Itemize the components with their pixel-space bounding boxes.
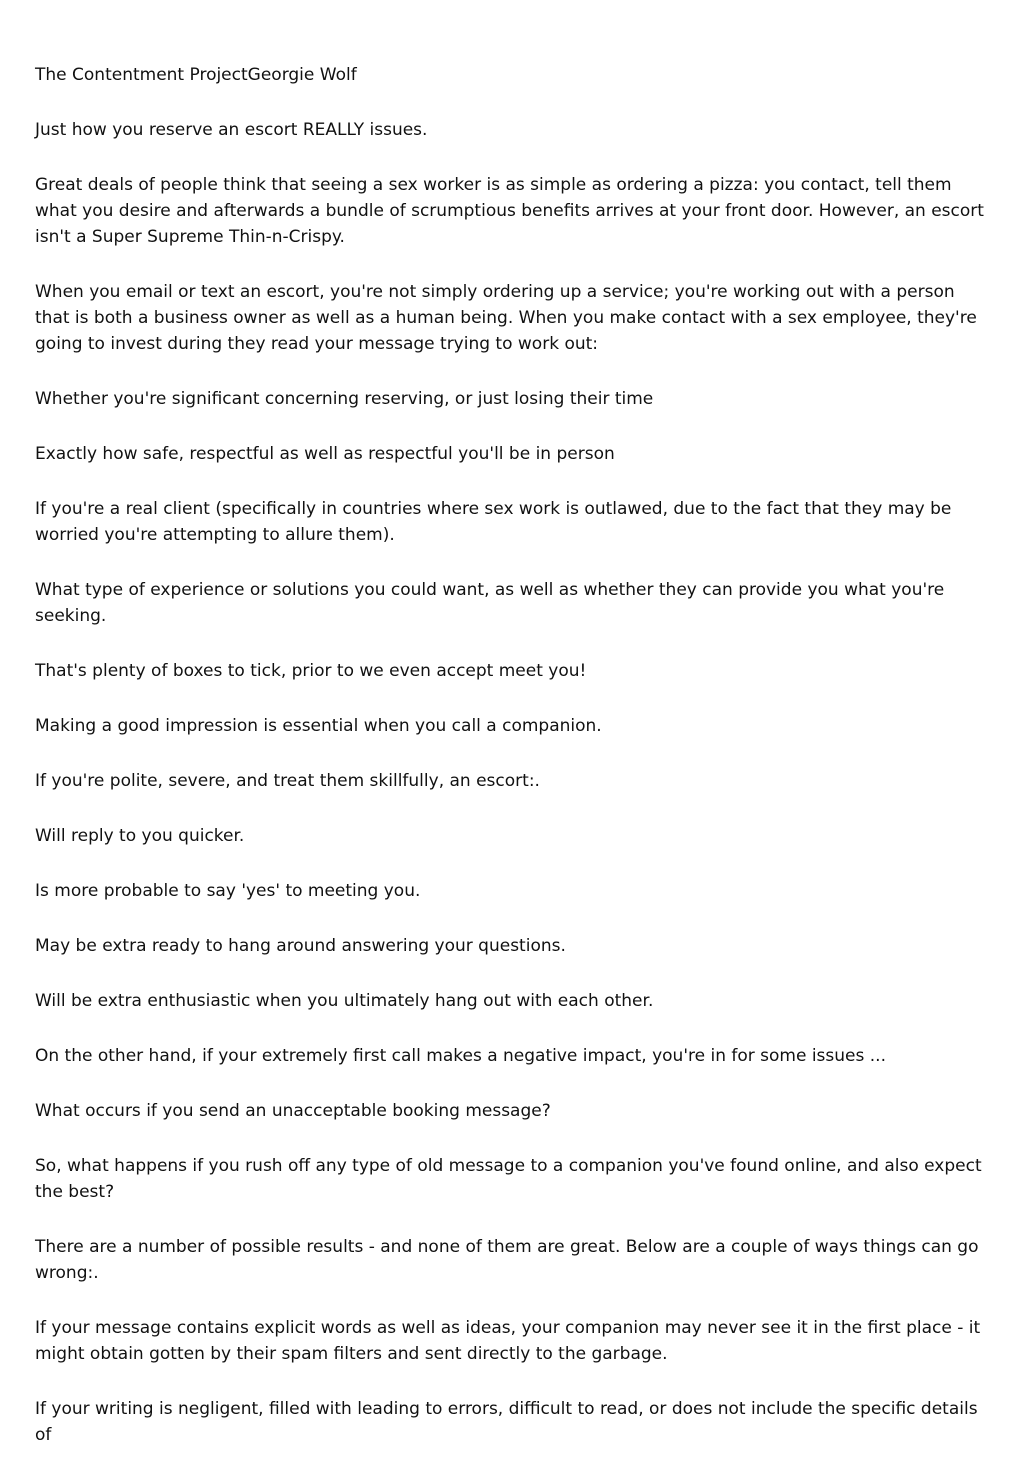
paragraph: That's plenty of boxes to tick, prior to we even accept meet you! <box>35 661 587 681</box>
paragraph: May be extra ready to hang around answering your questions. <box>35 936 566 956</box>
paragraph: If you're a real client (specifically in countries where sex work is outlawed, due to the fact that they may be worried you're attempting to allure them). <box>35 499 952 545</box>
document-page <box>35 62 990 1477</box>
paragraph: What occurs if you send an unacceptable booking message? <box>35 1101 551 1121</box>
paragraph: Exactly how safe, respectful as well as respectful you'll be in person <box>35 444 615 464</box>
paragraph: What type of experience or solutions you could want, as well as whether they can provide you what you're seeking. <box>35 580 945 626</box>
paragraph: Great deals of people think that seeing a sex worker is as simple as ordering a pizza: you contact, tell them what you desire and afterwards a bundle of scrumptious benefits arrives at your front door. However, an escort isn't a Super Supreme Thin-n-Crispy. <box>35 175 984 247</box>
paragraph: Is more probable to say 'yes' to meeting you. <box>35 881 421 901</box>
paragraph: If your writing is negligent, filled with leading to errors, difficult to read, or does not include the specific details of <box>35 1399 978 1445</box>
paragraph: If you're polite, severe, and treat them skillfully, an escort:. <box>35 771 540 791</box>
paragraph: Will be extra enthusiastic when you ultimately hang out with each other. <box>35 991 654 1011</box>
document-title: The Contentment ProjectGeorgie Wolf <box>35 65 357 85</box>
paragraph: Will reply to you quicker. <box>35 826 245 846</box>
paragraph: Making a good impression is essential when you call a companion. <box>35 716 602 736</box>
paragraph: There are a number of possible results - and none of them are great. Below are a couple of ways things can go wrong:. <box>35 1237 979 1283</box>
paragraph: If your message contains explicit words as well as ideas, your companion may never see it in the first place - it might obtain gotten by their spam filters and sent directly to the garbage. <box>35 1318 981 1364</box>
paragraph: When you email or text an escort, you're not simply ordering up a service; you're working out with a person that is both a business owner as well as a human being. When you make contact with a sex employee, they're going to invest during they read your message trying to work out: <box>35 282 977 354</box>
paragraph: On the other hand, if your extremely first call makes a negative impact, you're in for some issues ... <box>35 1046 886 1066</box>
paragraph: Just how you reserve an escort REALLY issues. <box>35 120 428 140</box>
paragraph: So, what happens if you rush off any type of old message to a companion you've found online, and also expect the best? <box>35 1156 982 1202</box>
paragraph: Whether you're significant concerning reserving, or just losing their time <box>35 389 654 409</box>
